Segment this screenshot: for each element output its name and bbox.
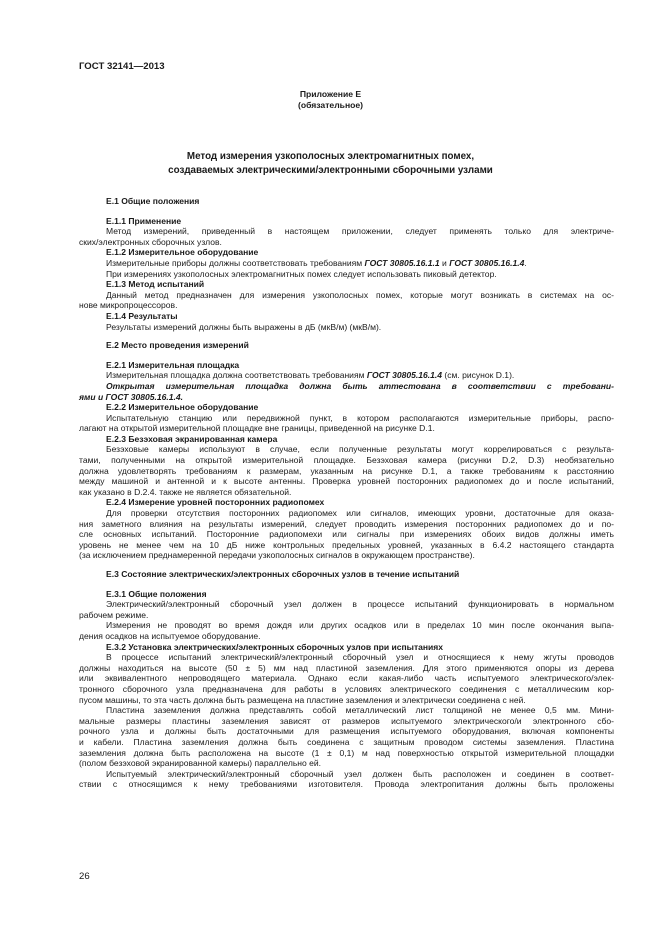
- paragraph-line: (полом безэховой экранированной камеры) параллельно ей.: [79, 758, 322, 769]
- text-fragment: .: [524, 257, 527, 268]
- standard-reference: ГОСТ 30805.16.1.1: [364, 257, 440, 268]
- appendix-status: (обязательное): [297, 100, 364, 110]
- paragraph-line: ских/электронных сборочных узлов.: [79, 236, 222, 247]
- paragraph-line: Испытуемый электрический/электронный сборочный узел должен быть расположен и соединен в соответ-: [106, 768, 614, 779]
- paragraph-line: лагают на открытой измерительной площадке вне границы, приведенной на рисунке D.1.: [79, 423, 435, 434]
- text-fragment: (см. рисунок D.1).: [441, 370, 515, 381]
- section-heading: Е.2 Место проведения измерений: [106, 340, 249, 351]
- paragraph-line: должны находиться на высоте (50 ± 5) мм над пластиной заземления. Для этого применяются опоры из дерева: [79, 662, 614, 673]
- paragraph-line: Измерения не проводят во время дождя или других осадков или в пределах 10 мин после окончания выпа-: [106, 620, 614, 631]
- emphasized-line: Открытая измерительная площадка должна быть аттестована в соответствии с требовани-: [106, 380, 614, 391]
- paragraph-line: рабочем режиме.: [79, 609, 149, 620]
- page-number: 26: [79, 871, 90, 882]
- paragraph-line: тронного сборочного узла предназначена для работы в условиях электрического соединения с металлическим кор-: [79, 683, 614, 694]
- paragraph-line: Пластина заземления должна представлять собой металлический лист толщиной не менее 0,5 мм. Мини-: [106, 705, 614, 716]
- paragraph-line: дения осадков на испытуемое оборудование.: [79, 630, 261, 641]
- paragraph-line: и кабели. Пластина заземления должна быть соединена с защитным проводом системы заземления. Пластина: [79, 736, 614, 747]
- document-body: [79, 196, 614, 790]
- paragraph-line: заземления должна быть расположена на высоте (1 ± 0,1) м над поверхностью открытой измерительной площадки: [79, 747, 614, 758]
- subsection-heading: Е.3.1 Общие положения: [106, 588, 207, 599]
- subsection-heading: Е.1.1 Применение: [106, 215, 182, 226]
- title-line-1: Метод измерения узкополосных электромагнитных помех,: [186, 151, 475, 162]
- section-heading: Е.1 Общие положения: [106, 196, 200, 206]
- subsection-heading: Е.2.3 Безэховая экранированная камера: [106, 433, 278, 444]
- subsection-heading: Е.1.3 Метод испытаний: [106, 279, 205, 290]
- subsection-heading: Е.1.2 Измерительное оборудование: [106, 247, 259, 258]
- paragraph-line: (за исключением преднамеренной передачи узкополосных сигналов в окружающем пространстве).: [79, 550, 475, 561]
- paragraph-line: Испытательную станцию или передвижной пункт, в котором располагаются измерительные приборы, распо-: [106, 412, 614, 423]
- paragraph-line: Метод измерений, приведенный в настоящем приложении, следует применять только для электриче-: [106, 226, 614, 237]
- paragraph-line: Безэховые камеры используют в случае, если полученные результаты могут коррелироваться с результа-: [106, 444, 614, 455]
- appendix-title: Приложение Е: [299, 89, 362, 99]
- text-fragment: и: [439, 257, 450, 268]
- paragraph-line: [79, 370, 614, 381]
- paragraph-line: При измерениях узкополосных электромагнитных помех следует использовать пиковый детектор.: [106, 268, 497, 279]
- subsection-heading: Е.2.4 Измерение уровней посторонних радиопомех: [106, 497, 325, 508]
- text-fragment: Измерительная площадка должна соответствовать требованиям: [106, 370, 367, 381]
- paragraph-line: уровень не менее чем на 10 дБ ниже контрольных предельных уровней, указанных в 6.4.2 настоящего стандарта: [79, 539, 614, 550]
- paragraph-line: Результаты измерений должны быть выражены в дБ (мкВ/м) (мкВ/м).: [106, 321, 382, 332]
- paragraph-line: [79, 258, 614, 269]
- document-title: [0, 150, 661, 177]
- paragraph-line: Для проверки отсутствия посторонних радиопомех или сигналов, имеющих уровни, достаточные для оказа-: [106, 508, 614, 519]
- title-line-2: создаваемых электрическими/электронными сборочными узлами: [168, 164, 493, 176]
- subsection-heading: Е.2.1 Измерительная площадка: [106, 359, 240, 370]
- paragraph-line: ствии с относящимся к нему требованиями изготовителя. Провода электропитания должны быть проложены: [79, 779, 614, 790]
- paragraph-line: Данный метод предназначен для измерения узкополосных помех, которые могут возникать в системах на ос-: [106, 289, 614, 300]
- emphasized-line: ями и ГОСТ 30805.16.1.4.: [79, 391, 184, 402]
- paragraph-line: ния заметного влияния на результаты измерений, следует проводить измерения посторонних радиопомех до и по-: [79, 518, 614, 529]
- paragraph-line: между машиной и антенной и к высоте антенны. Проверка уровней посторонних радиопомех до и после испытаний,: [79, 476, 614, 487]
- paragraph-line: тами, полученными на открытой измерительной площадке. Безэховая камера (рисунки D.2, D.3) необязательно: [79, 455, 614, 466]
- paragraph-line: Электрический/электронный сборочный узел должен в процессе испытаний функционировать в нормальном: [106, 599, 614, 610]
- standard-reference: ГОСТ 30805.16.1.4: [449, 257, 525, 268]
- standard-reference: ГОСТ 30805.16.1.4: [366, 370, 442, 381]
- paragraph-line: мальные размеры пластины заземления зависят от размеров испытуемого электрического/и электронного сбо-: [79, 715, 614, 726]
- subsection-heading: Е.1.4 Результаты: [106, 310, 178, 321]
- paragraph-line: как указано в D.2.4. также не является обязательной.: [79, 486, 292, 497]
- paragraph-line: сле основных испытаний. Посторонние радиопомехи или сигналы при измерениях обоих видов должны иметь: [79, 529, 614, 540]
- standard-header: ГОСТ 32141—2013: [79, 61, 165, 72]
- paragraph-line: рочного узла и должны быть достаточными для размещения испытуемого оборудования, включая компоненты: [79, 726, 614, 737]
- section-heading: Е.3 Состояние электрических/электронных сборочных узлов в течение испытаний: [106, 569, 460, 579]
- paragraph-line: В процессе испытаний электрический/электронный сборочный узел и относящиеся к нему жгуты проводов: [106, 652, 614, 663]
- paragraph-line: нове микропроцессоров.: [79, 300, 178, 311]
- paragraph-line: или эквивалентного непроводящего материала. Однако если какая-либо часть испытуемого электрического/элек-: [79, 673, 614, 684]
- text-fragment: Измерительные приборы должны соответствовать требованиям: [106, 257, 365, 268]
- paragraph-line: должна удовлетворять требованиям к размерам, указанным на рисунке D.1, а также требованиям к расстоянию: [79, 465, 614, 476]
- subsection-heading: Е.3.2 Установка электрических/электронных сборочных узлов при испытаниях: [106, 641, 444, 652]
- subsection-heading: Е.2.2 Измерительное оборудование: [106, 402, 259, 413]
- appendix-heading: [0, 89, 661, 111]
- paragraph-line: пусом машины, то эта часть должна быть размещена на пластине заземления и электрически соединена с ней.: [79, 694, 526, 705]
